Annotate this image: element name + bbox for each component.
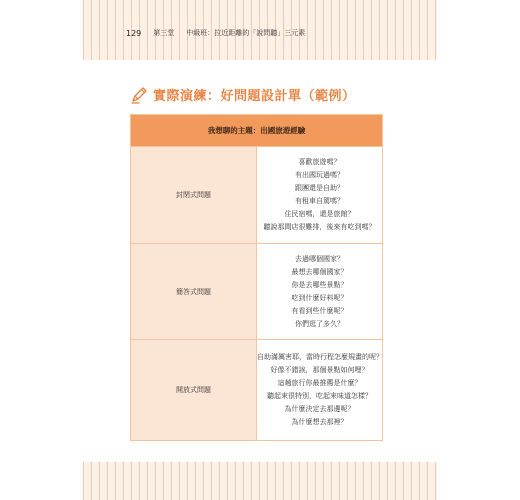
- question-item: 為什麼決定去那邊呢？: [284, 405, 355, 413]
- table-row: [131, 244, 383, 340]
- question-item: 吃到什麼好料呢？: [291, 293, 348, 302]
- question-list: [257, 340, 383, 441]
- question-list: [257, 147, 383, 244]
- section-heading: [130, 85, 356, 104]
- question-design-table: [130, 114, 383, 441]
- bottom-stripe-band: [83, 462, 437, 500]
- page-number: 129: [126, 28, 142, 38]
- question-list: [257, 244, 383, 340]
- running-head: [126, 26, 305, 40]
- section-title: 實際演練：好問題設計單（範例）: [153, 89, 356, 104]
- chapter-title: 中級班：拉近距離的「說問聽」三元素: [186, 29, 306, 37]
- question-item: 最想去哪個國家？: [291, 267, 348, 276]
- pencil-icon: [130, 86, 148, 104]
- chapter-label: 第三堂: [153, 29, 175, 37]
- question-item: 好像不錯誒，那個景點如何哩？: [270, 366, 369, 374]
- table-row: [131, 340, 383, 441]
- question-item: 喜歡旅遊嗎？: [298, 158, 341, 166]
- question-type-short-answer: 簡答式問題: [131, 244, 257, 340]
- question-item: 為什麼想去那裡？: [291, 418, 348, 426]
- question-item: 有出國玩過嗎？: [295, 171, 344, 179]
- question-item: 你們逛了多久？: [295, 319, 344, 328]
- table-row: [131, 147, 383, 244]
- question-item: 去過哪個國家？: [295, 254, 344, 263]
- question-item: 跟團還是自助？: [295, 184, 344, 192]
- question-item: 住民宿嗎，還是旅館？: [284, 210, 355, 218]
- question-item: 聽起來很特別，吃起來味道怎樣？: [267, 392, 372, 400]
- question-item: 有看到些什麼呢？: [291, 306, 348, 315]
- topic-header: 我想聊的主題：出國旅遊經驗: [131, 115, 383, 147]
- question-item: 這趟旅行你最推薦是什麼？: [277, 379, 362, 387]
- question-item: 你是去哪些景點？: [291, 280, 348, 289]
- question-type-open: 開放式問題: [131, 340, 257, 441]
- question-item: 聽說那間店很難排，後來有吃到嗎？: [263, 223, 376, 231]
- question-type-closed: 封閉式問題: [131, 147, 257, 244]
- question-item: 自助滿厲害耶，當時行程怎麼規畫的呢？: [257, 353, 383, 361]
- question-item: 有租車自駕嗎？: [295, 197, 344, 205]
